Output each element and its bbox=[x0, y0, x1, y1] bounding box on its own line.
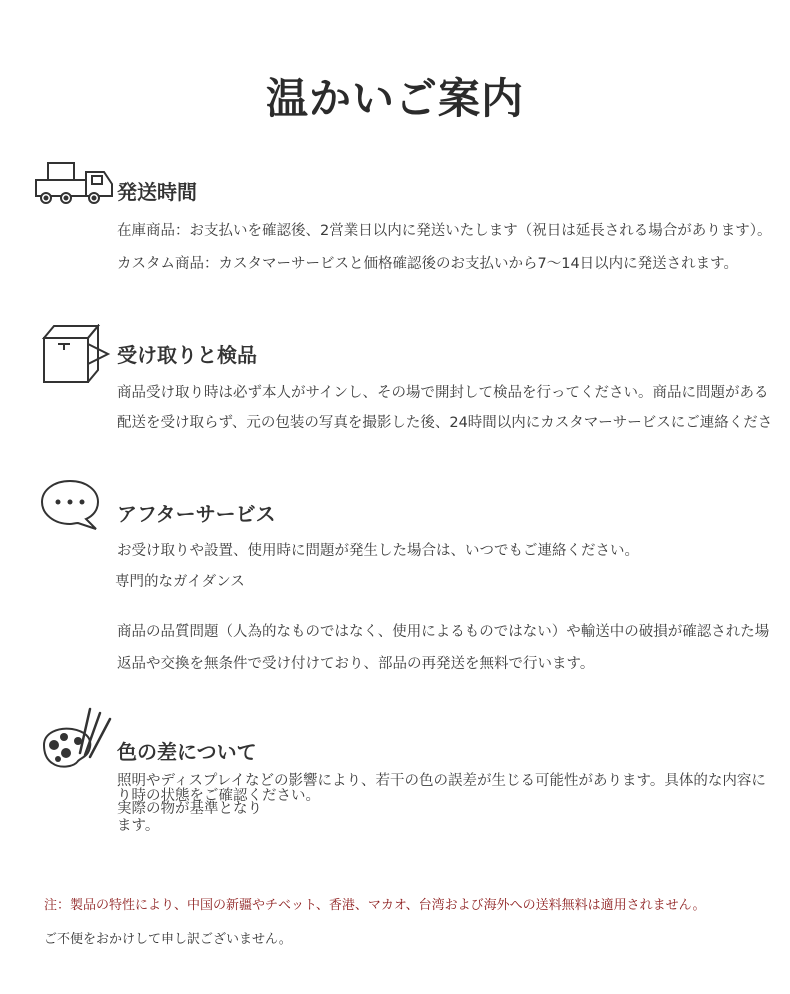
color-line-1: 照明やディスプレイなどの影響により、若干の色の誤差が生じる可能性があります。具体的な内容に bbox=[117, 773, 766, 789]
apology-note: ご不便をおかけして申し訳ございません。 bbox=[44, 932, 292, 947]
color-overlap-line-2: ます。 bbox=[117, 818, 160, 834]
chat-bubble-icon bbox=[40, 479, 102, 531]
section-title-color-difference: 色の差について bbox=[117, 740, 257, 764]
after-service-subheading: 専門的なガイダンス bbox=[115, 574, 245, 590]
receipt-line-1: 商品受け取り時は必ず本人がサインし、その場で開封して検品を行ってください。商品に問題がある bbox=[117, 385, 769, 401]
receipt-line-2: 配送を受け取らず、元の包装の写真を撮影した後、24時間以内にカスタマーサービスにご連絡くださ bbox=[117, 415, 773, 431]
truck-icon bbox=[34, 160, 116, 206]
color-overlap-line-1: 実際の物が基準となり bbox=[117, 801, 262, 817]
palette-icon bbox=[40, 703, 116, 771]
after-service-line-2: 商品の品質問題（人為的なものではなく、使用によるものではない）や輸送中の破損が確認された場 bbox=[117, 624, 770, 640]
section-title-after-service: アフターサービス bbox=[117, 502, 276, 526]
shipping-line-2: カスタム商品：カスタマーサービスと価格確認後のお支払いから7〜14日以内に発送されます。 bbox=[117, 256, 739, 272]
section-title-receipt: 受け取りと検品 bbox=[117, 343, 257, 367]
shipping-line-1: 在庫商品：お支払いを確認後、2営業日以内に発送いたします（祝日は延長される場合があります）。 bbox=[117, 223, 772, 239]
package-icon bbox=[40, 324, 112, 386]
after-service-line-1: お受け取りや設置、使用時に問題が発生した場合は、いつでもご連絡ください。 bbox=[117, 543, 639, 559]
color-line-2: り時の状態をご確認ください。 bbox=[117, 788, 320, 804]
page-title: 温かいご案内 bbox=[265, 74, 524, 123]
section-title-shipping: 発送時間 bbox=[117, 180, 197, 204]
shipping-exclusion-note: 注：製品の特性により、中国の新疆やチベット、香港、マカオ、台湾および海外への送料無料は適用されません。 bbox=[44, 898, 706, 913]
after-service-line-3: 返品や交換を無条件で受け付けており、部品の再発送を無料で行います。 bbox=[117, 656, 595, 672]
